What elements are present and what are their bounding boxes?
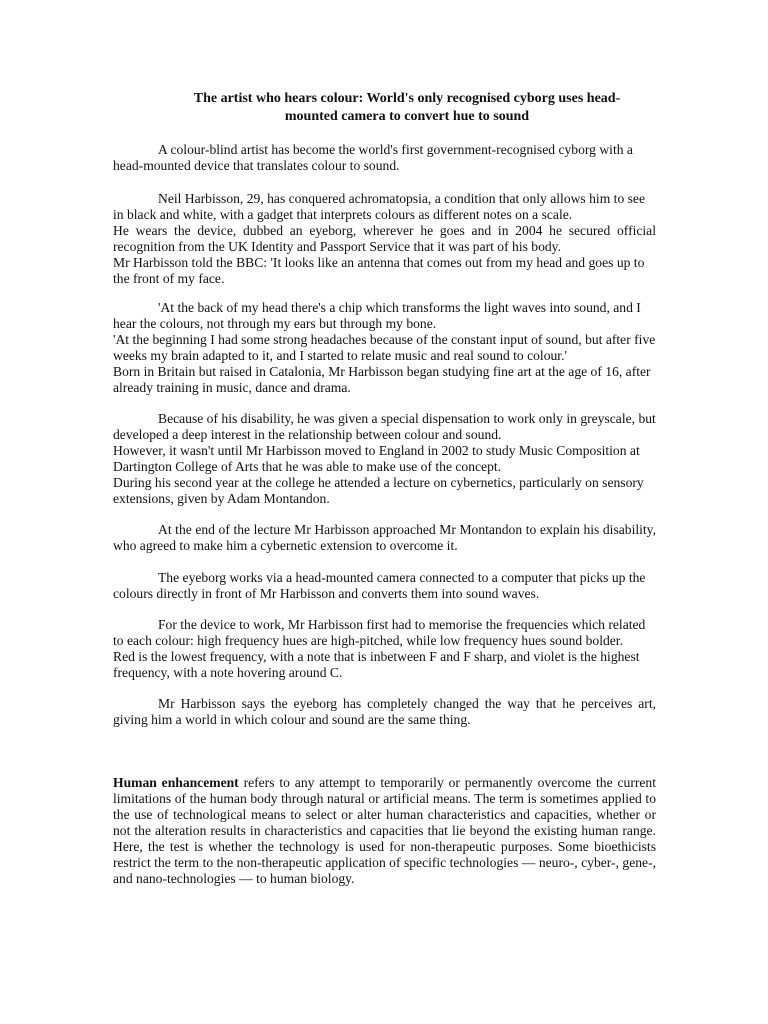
definition-text: refers to any attempt to temporarily or permanently overcome the current limitations of the human body through natural or artificial means. The term is sometimes applied to the use of technological means to select or alter human characteristics and capacities, whether or not the alteration results in characteristics and capacities that lie beyond the existing human range. Here, the test is whether the technology is used for non-therapeutic purposes. Some bioethicists restrict the term to the non-therapeutic application of specific technologies — neuro-, cyber-, gene-, and nano-technologies — to human biology. [113, 775, 656, 886]
paragraph-text: However, it wasn't until Mr Harbisson moved to England in 2002 to study Music Composition at Dartington College of Arts that he was able to make use of the concept. [113, 443, 640, 474]
paragraph-text: 'At the beginning I had some strong headaches because of the constant input of sound, but after five weeks my brain adapted to it, and I started to relate music and real sound to colour.' [113, 332, 656, 363]
paragraph-text: A colour-blind artist has become the world's first government-recognised cyborg with a head-mounted device that translates colour to sound. [113, 142, 633, 173]
paragraph-text: Mr Harbisson told the BBC: 'It looks like an antenna that comes out from my head and goes up to the front of my face. [113, 255, 645, 286]
paragraph-text: During his second year at the college he attended a lecture on cybernetics, particularly on sensory extensions, given by Adam Montandon. [113, 475, 644, 506]
paragraph-quote [113, 300, 656, 396]
paragraph-text: Born in Britain but raised in Catalonia, Mr Harbisson began studying fine art at the age of 16, after already training in music, dance and drama. [113, 364, 651, 395]
paragraph-conclusion [113, 696, 656, 728]
paragraph-frequencies [113, 617, 656, 681]
paragraph-text: Red is the lowest frequency, with a note that is inbetween F and F sharp, and violet is the highest frequency, with a note hovering around C. [113, 649, 640, 680]
paragraph-intro [113, 142, 656, 174]
paragraph-text: At the end of the lecture Mr Harbisson approached Mr Montandon to explain his disability, who agreed to make him a cybernetic extension to overcome it. [113, 522, 656, 553]
definition-term: Human enhancement [113, 775, 239, 790]
paragraph-text: Because of his disability, he was given a special dispensation to work only in greyscale, but developed a deep interest in the relationship between colour and sound. [113, 411, 656, 442]
paragraph-disability [113, 411, 656, 507]
paragraph-text: For the device to work, Mr Harbisson first had to memorise the frequencies which related to each colour: high frequency hues are high-pitched, while low frequency hues sound bolder. [113, 617, 646, 648]
paragraph-text: The eyeborg works via a head-mounted camera connected to a computer that picks up the colours directly in front of Mr Harbisson and converts them into sound waves. [113, 570, 646, 601]
paragraph-lecture [113, 522, 656, 554]
paragraph-text: Mr Harbisson says the eyeborg has completely changed the way that he perceives art, giving him a world in which colour and sound are the same thing. [113, 696, 656, 727]
paragraph-text: Neil Harbisson, 29, has conquered achromatopsia, a condition that only allows him to see in black and white, with a gadget that interprets colours as different notes on a scale. [113, 191, 645, 222]
article-title: The artist who hears colour: World's only recognised cyborg uses head-mounted camera to convert hue to sound [193, 91, 621, 124]
paragraph-text: 'At the back of my head there's a chip which transforms the light waves into sound, and I hear the colours, not through my ears but through my bone. [113, 300, 641, 331]
paragraph-text: He wears the device, dubbed an eyeborg, wherever he goes and in 2004 he secured official recognition from the UK Identity and Passport Service that it was part of his body. [113, 223, 656, 254]
definition-paragraph [113, 775, 656, 887]
paragraph-eyeborg [113, 570, 656, 602]
paragraph-harbisson [113, 191, 656, 287]
